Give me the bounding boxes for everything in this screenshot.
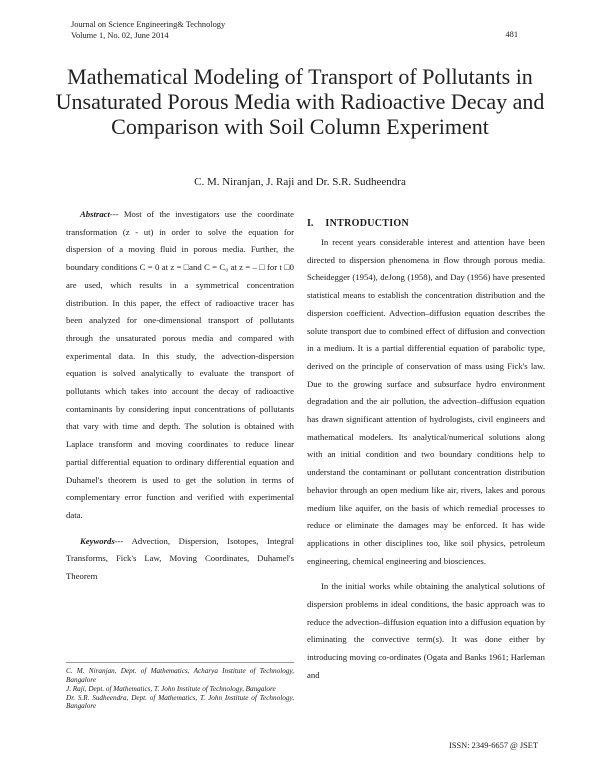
footnote-3: Dr. S.R. Sudheendra, Dept. of Mathematics, T. John Institute of Technology, Bangalore: [66, 693, 294, 711]
author-footnotes: [66, 662, 294, 711]
footnote-1: C. M. Niranjan, Dept. of Mathematics, Acharya Institute of Technology, Bangalore: [66, 667, 294, 684]
intro-paragraph-1: In recent years considerable interest and attention have been directed to dispersion phenomena in flow through porous media. Scheidegger (1954), deJong (1958), and Day (1956) have presented statistical means to establish the concentration distribution and the dispersion coefficient. Advection–diffusion equation describes the solute transport due to combined effect of diffusion and convection in a medium. It is a partial differential equation of parabolic type, derived on the principle of conservation of mass using Fick's law. Due to the growing surface and subsurface hydro environment degradation and the air pollution, the advection–diffusion equation has drawn significant attention of hydrologists, civil engineers and mathematical modelers. Its analytical/numerical solutions along with an initial condition and two boundary conditions help to understand the contaminant or pollutant concentration distribution behavior through an open medium like air, rivers, lakes and porous medium like aquifer, on the basis of which remedial processes to reduce or eliminate the damages may be enforced. It has wide applications in other disciplines too, like soil physics, petroleum engineering, chemical engineering and biosciences.: [307, 237, 545, 566]
abstract: [66, 206, 294, 525]
left-column: [66, 206, 294, 586]
page-number: 481: [505, 30, 518, 39]
keywords: [66, 533, 294, 586]
right-column: [307, 216, 545, 685]
section-title: INTRODUCTION: [325, 218, 410, 229]
section-heading: [307, 216, 545, 232]
abstract-label: Abstract---: [80, 209, 119, 219]
paper-title: Mathematical Modeling of Transport of Pollutants in Unsaturated Porous Media with Radioactive Decay and Comparison with Soil Column Experiment: [55, 64, 545, 139]
footnote-2: J. Raji, Dept. of Mathematics, T. John Institute of Technology, Bangalore: [66, 684, 276, 693]
intro-paragraph-2: In the initial works while obtaining the analytical solutions of dispersion problems in ideal conditions, the basic approach was to reduce the advection–diffusion equation into a diffusion equation by eliminating the convective term(s). It was done either by introducing moving co-ordinates (Ogata and Banks 1961; Harleman and: [307, 581, 545, 680]
section-number: I.: [307, 218, 314, 229]
journal-name: Journal on Science Engineering& Technology: [71, 20, 226, 29]
keywords-label: Keywords---: [80, 535, 124, 546]
keywords-text: Advection, Dispersion, Isotopes, Integral Transforms, Fick's Law, Moving Coordinates, Duhamel's Theorem: [66, 535, 294, 582]
journal-volume: Volume 1, No. 02, June 2014: [71, 30, 169, 40]
paper-authors: C. M. Niranjan, J. Raji and Dr. S.R. Sudheendra: [194, 176, 406, 188]
journal-header: [71, 20, 225, 41]
abstract-text: Most of the investigators use the coordinate transformation (z - ut) in order to solve the equation for dispersion of a moving fluid in porous media. Further, the boundary conditions C = 0 at z = □and C = C₀ at z = – □ for t □0 are used, which results in a symmetrical concentration distribution. In this paper, the effect of radioactive tracer has been analyzed for one-dimensional transport of pollutants through the unsaturated porous media and compared with experimental data. In this study, the advection-dispersion equation is solved analytically to evaluate the transport of pollutants which takes into account the decay of radioactive contaminants by considering input concentrations of pollutants that vary with time and depth. The solution is obtained with Laplace transform and moving coordinates to reduce linear partial differential equation to ordinary differential equation and Duhamel's theorem is used to get the solution in terms of complementary error function and verified with experimental data.: [66, 209, 294, 520]
issn-footer: ISSN: 2349-6657 @ JSET: [449, 741, 538, 750]
